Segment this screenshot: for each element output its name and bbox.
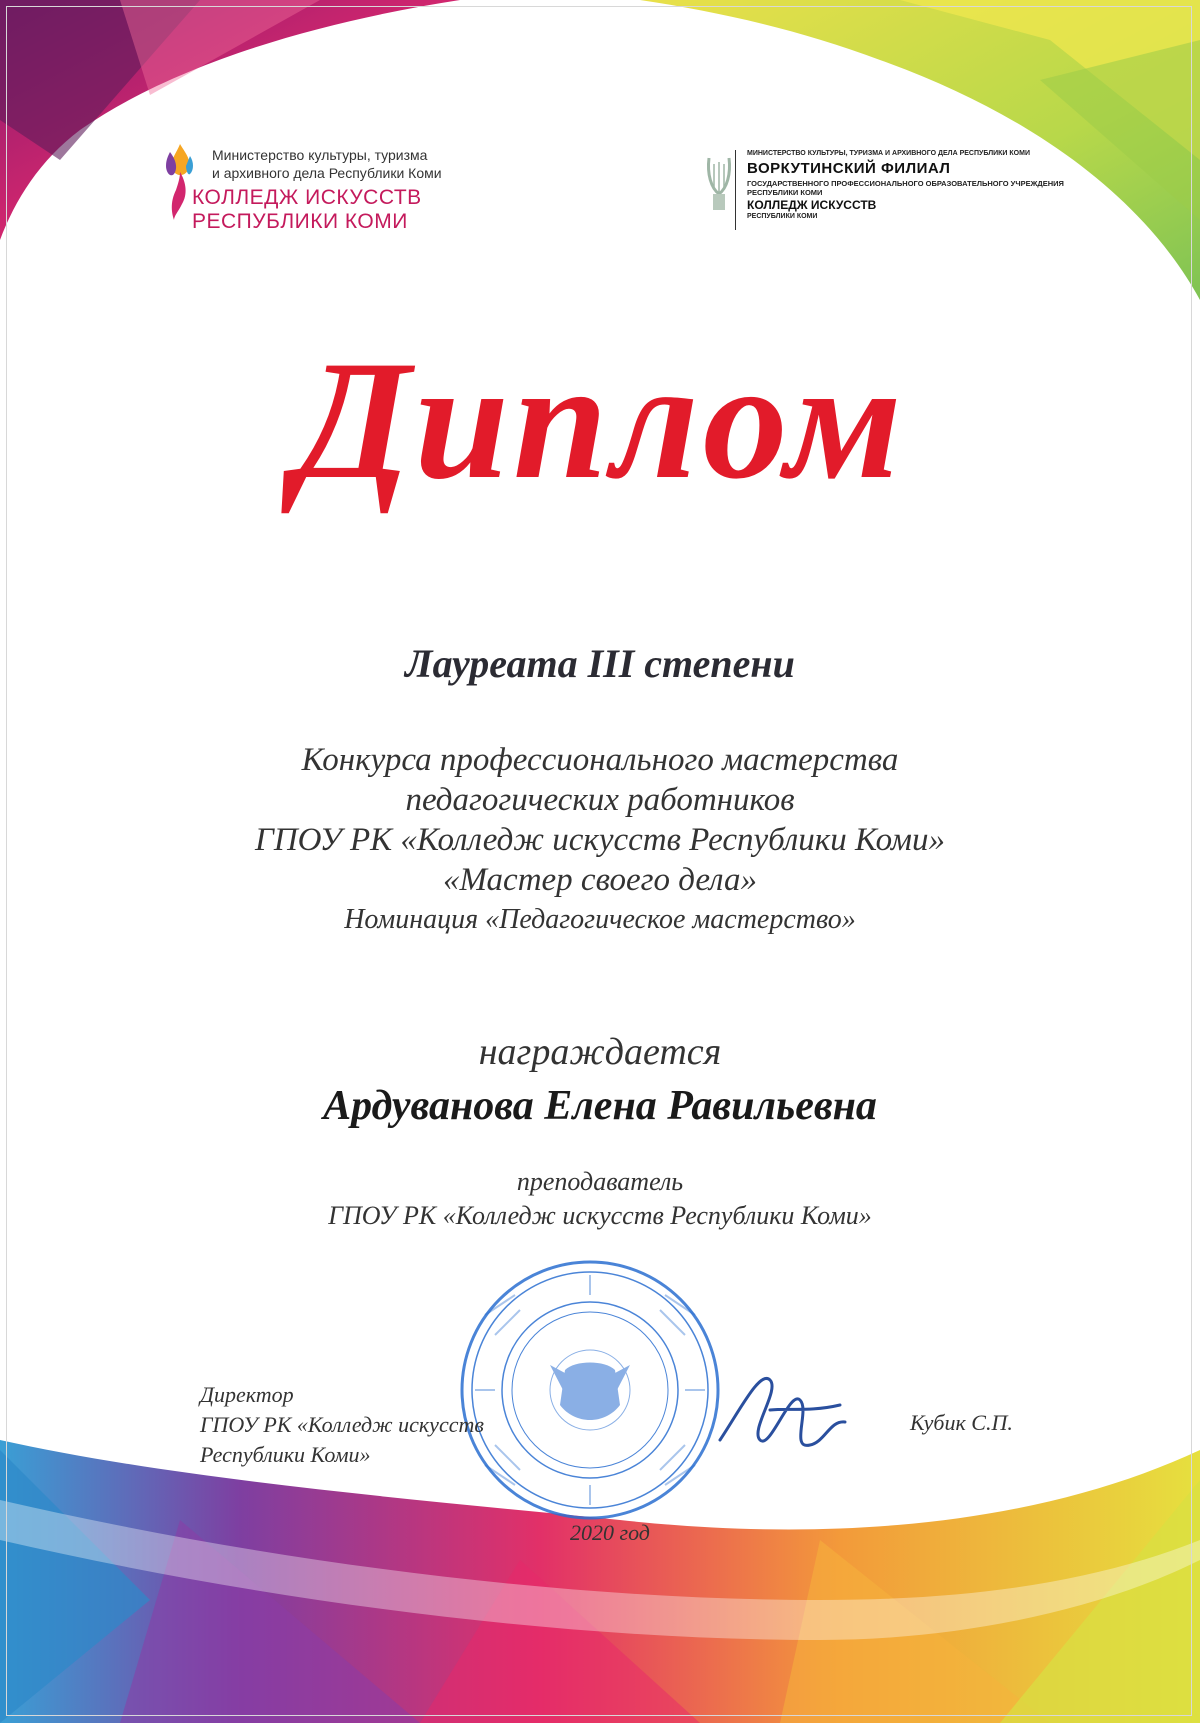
lyre-emblem-icon xyxy=(705,154,733,214)
director-org: Республики Коми» xyxy=(200,1442,371,1467)
college-logo-left xyxy=(164,142,484,232)
contest-line: Конкурса профессионального мастерства xyxy=(301,742,899,778)
recipient-name: Ардуванова Елена Равильевна xyxy=(323,1083,877,1129)
director-block xyxy=(200,1380,484,1470)
director-title: Директор xyxy=(200,1382,294,1407)
logo-college-line: КОЛЛЕДЖ ИСКУССТВ xyxy=(747,198,877,212)
logo-branch-title: ВОРКУТИНСКИЙ ФИЛИАЛ xyxy=(747,160,951,177)
logo-republic-line: РЕСПУБЛИКИ КОМИ xyxy=(747,213,818,220)
contest-line: «Мастер своего дела» xyxy=(443,862,757,898)
logo-divider xyxy=(735,150,736,230)
logo-institution-line: ГОСУДАРСТВЕННОГО ПРОФЕССИОНАЛЬНОГО ОБРАЗОВАТЕЛЬНОГО УЧРЕЖДЕНИЯ РЕСПУБЛИКИ КОМИ xyxy=(747,179,1064,197)
vorkuta-branch-logo xyxy=(705,150,1064,230)
official-seal-icon xyxy=(455,1255,725,1525)
nomination: Номинация «Педагогическое мастерство» xyxy=(344,904,856,935)
college-name: КОЛЛЕДЖ ИСКУССТВ РЕСПУБЛИКИ КОМИ xyxy=(192,186,422,233)
signer-name: Кубик С.П. xyxy=(910,1410,1013,1435)
director-org: ГПОУ РК «Колледж искусств xyxy=(200,1412,484,1437)
diploma-title: Диплом xyxy=(294,326,906,514)
awarded-label: награждается xyxy=(478,1031,722,1073)
contest-line: ГПОУ РК «Колледж искусств Республики Коми» xyxy=(255,822,945,858)
logo-ministry-line: МИНИСТЕРСТВО КУЛЬТУРЫ, ТУРИЗМА И АРХИВНОГО ДЕЛА РЕСПУБЛИКИ КОМИ xyxy=(747,150,1030,157)
ministry-name: Министерство культуры, туризма и архивного дела Республики Коми xyxy=(212,147,442,181)
recipient-position: преподаватель ГПОУ РК «Колледж искусств Республики Коми» xyxy=(328,1167,872,1230)
signature-icon xyxy=(700,1350,860,1470)
contest-description xyxy=(0,740,1200,940)
laureate-degree: Лауреата III степени xyxy=(405,641,795,686)
issue-year: 2020 год xyxy=(570,1520,650,1545)
contest-line: педагогических работников xyxy=(405,782,795,818)
